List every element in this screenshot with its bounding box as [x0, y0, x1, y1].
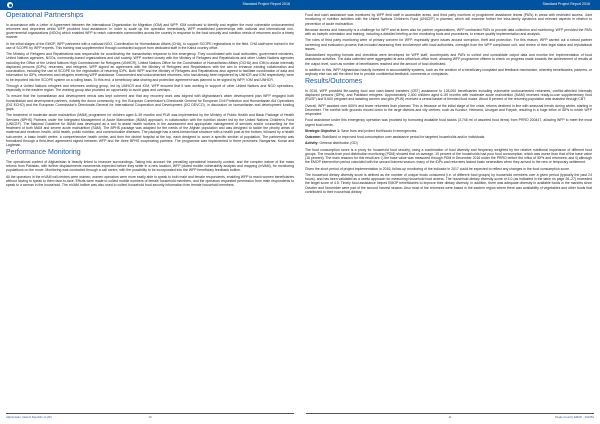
strategic-objective-label: Strategic Objective 1: [305, 128, 341, 133]
paragraph: In addition to this, WFP Afghanistan heavily invested in accountability systems, such as the creation of a beneficiary complaint and feedback mechanism, whereby beneficiaries, partners, or anybody else can call the direct line to provide confidential feedback, comments or complaints. [305, 67, 592, 76]
paragraph: The roles of third party monitoring were of primary concern for WFP, especially given issues around corruption, theft and protection. For this reason, WFP carried out a robust partner screening and evaluation process that included assessing their involvement with local authorities, oversight from the WFP compliance unit, and review of their legal status and reputational issues. [305, 38, 592, 51]
paragraph: In the initial stages of the EMOP, WFP partnered with a national NGO, Coordination for Humanitarian Affairs (CHA), to support SCOPE registrations in the field. CHA staff were trained in the use of SCOPE by WFP experts. This training was supplemented through contracted support from dedicated staff in the Kabul country office. [6, 41, 294, 50]
outcome-label: Outcome: [305, 135, 322, 139]
page-number: 11 [448, 415, 452, 420]
outcome-text: Stabilized or improved food consumption over assistance period for targeted households and/or individuals. [321, 135, 486, 139]
heading-results-outcomes: Results/Outcomes [305, 78, 363, 86]
page-number: 10 [148, 415, 152, 420]
paragraph: The operational context of Afghanistan is heavily linked to insecure surroundings. Taking into account the prevailing operational insecurity context, and the complex nature of the mass returns from Pakistan, with further displacements movements expected before they settle in a new location, WFP piloted mobile vulnerability analysis and mapping (mVAM), for monitoring populations on the move. Monitoring was conducted through a call centre, with the possibility to be incorporated into the WFP beneficiary feedback hotline. [6, 159, 294, 173]
paragraph: The food consumption score is a proxy for household food security, using a combination of food diversity and frequency weighted by the relative nutritional importance of different food groups. The results from post distribution monitoring (PDM) showed that on average, 19 percent of the households had poor food consumption, which was worse than that of the base value (16 percent). The main reasons for this result are: i) the base value was measured through PDM in December 2016 under the PRRO before the influx of IDPs and returnees; and ii) although the EMOP intervention period coincided with the second harvest season, many of the IDPs and returnees lacked basic necessities when they arrived to the new or temporary settlement. [305, 147, 592, 165]
paragraph: In accordance with a Letter of Agreement between the International Organization for Migration (IOM) and WFP, IOM continued to identify and register the most vulnerable undocumented returnees and deportees whilst WFP provided food assistance. In order to scale up the operation immediately, WFP established partnerships with national and international non-governmental organizations (NGOs) which enabled WFP to reach vulnerable communities across the country in response to the food security and nutrition needs of returnees and in a timely manner. [6, 22, 294, 40]
paragraph: The treatment of moderate acute malnutrition (MAM) programme for children aged 6–59 months and PLW was implemented by the Ministry of Public Health and Basic Package of Health Services (BPHS) Partners under the Integrated Management of Acute Malnutrition (IMAM) approach, in collaboration with the nutrition cluster led by the United Nations Children's Fund (UNICEF). The National Guideline for IMAM was developed as a tool to assist health workers in the assessment and appropriate management of services and/or counselling for the treatment of both MAM and severe acute malnutrition (SAM). The BPHS package was adapted for the needs of the Afghan population and was designed to tackle the priority areas of maternal and newborn health, child health, public nutrition, and communicable diseases. The package has a semi-hierarchical structure with a health post at the bottom, followed by a health sub-centre, a basic health centre, a comprehensive health centre, and then the district hospital at the top, each designed to cover a specific section of population. The partnership was formalized through a field-level agreement signed between WFP and the three BPHS cooperating partners. The programme was implemented in three provinces: Nangarhar, Kunar and Laghman. [6, 113, 294, 147]
strategic-objective-text: Save lives and protect livelihoods in emergencies. [340, 128, 418, 133]
paragraph: Given the short period of project implementation in 2016, follow-up monitoring of the indicator in 2017 could be expected to reflect any changes in the food consumption score. [305, 166, 571, 171]
left-footer [6, 413, 294, 420]
wfp-logo-icon [7, 2, 13, 8]
heading-operational-partnerships: Operational Partnerships [6, 12, 84, 19]
footer-project: Single Country EMOP - 201054 [554, 415, 594, 420]
paragraph: Overall, WFP assisted over 600% and fewer returnees than planned. This is because at the initial stage of the crisis, returns declined in line with seasonal trends during winter, starting in December. The conflict both grounds moved down to the large districts and city centres, such as Kunduz, Helmand, Uruzgan and Faryab, resulting in a huge influx of IDPs to which WFP responded. [305, 103, 592, 116]
right-footer [306, 413, 594, 420]
activity-label: Activity: [305, 141, 319, 146]
paragraph: The Ministry of Refugees and Repatriations was responsible for coordinating the humanitarian response to this emergency. They coordinated with local authorities, government ministries, United Nations agencies, NGOs, community-based organizations and civil society. WFP worked closely with the Ministry of Refugees and Repatriations and other United Nations agencies including the Office of the United Nations High Commissioner for Refugees (UNHCR), United Nations Office for the Coordination of Humanitarian Affairs (OCHA) and IOM to assist internally displaced persons (IDPs), returnees, and refugees. WFP signed an agreement with the Ministry of Refugees and Repatriations with the aim to enhance existing collaboration and coordination, including the use of SCOPE for the registration of returning IDPs. Both WFP and the Ministry of Refugees and Repatriations also agreed to facilitate coordination of data and information for IDPs, returnees and refugees receiving WFP assistance. Documented and undocumented returnees, who had already been registered by UNHCR and IOM respectively, were to be imported into the SCOPE system on a rolling basis. To this end, a beneficiary data sharing and protection agreement was planned to be signed by WFP, IOM and UNHCR. [6, 52, 294, 82]
paragraph: Food and cash assistance was monitored by WFP field staff in accessible areas, and third party monitors or programme assistance teams (PATs) in areas with restricted access. Joint monitoring of nutrition activities with the United Nations Children's Fund (UNICEF) is planned, which will examine further the intra-family dynamics and relevant aspects in relation to prevention of acute malnutrition. [305, 13, 592, 26]
heading-performance-monitoring: Performance Monitoring [6, 149, 81, 157]
paragraph: In 2016, WFP provided life-saving food and cash-based transfers (CBT) assistance to 128,000 beneficiaries including vulnerable undocumented returnees, conflict-affected internally displaced persons (IDPs), and Pakistani refugees. Approximately 2,400 children aged 6–59 months with moderate acute malnutrition (MAM) received ready-to-use supplementary food (RUSF) and 5,600 pregnant and lactating women and girls (PLW) received a cereal basket of blended food maize. About 8 percent of the returning population was assisted through CBT. [305, 88, 592, 102]
header-title: Standard Project Report 2016 [542, 1, 590, 6]
right-page [300, 0, 600, 424]
footer-country: Afghanistan, Islamic Republic of (AF) [6, 415, 53, 420]
strategic-objective [305, 129, 592, 133]
left-content [6, 12, 294, 410]
header-bar [300, 0, 600, 10]
right-content [305, 13, 592, 410]
paragraph: The household dietary diversity score is defined as the number of unique foods consumed (i.e. of different food groups) by household members over a given period (typically the past 24 hours), and has been validated as a useful approach for measuring household food access. The household dietary diversity score of 4.0 (as indicated in the table on page 26–27) exceeded the target score of 4.5. Timely food assistance helped EMOP beneficiaries to improve their dietary diversity. In addition, there was adequate diversity in available foods in the markets since October and November were part of the second harvest season. Also most of the returnees were based in the eastern region where there was availability of vegetables and other foods that contributed to their household dietary [305, 172, 592, 194]
paragraph: Food assistance under this emergency operation was provided by borrowing available food stocks (3,746 mt of assorted food items) from PRRO 200447, allowing WFP to meet the most urgent food needs. [305, 118, 592, 127]
paragraph: Standardized reporting formats and checklists were developed for WFP staff, counterparts and PATs to collect and consolidate output data and monitor the implementation of food assistance activities. The data collected were aggregated at area office/sub-office level, allowing WFP programme officers to check on progress made towards the achievement of results at the output level, such as number of beneficiaries reached and the amount of food distributed. [305, 53, 592, 66]
paragraph: Because access and insecurity is a challenge for WFP and at times also for partner organizations, WFP contracted PATs to provide data collection and monitoring. WFP provided the PATs with an indepth orientation and training, including a detailed briefing on the monitoring tools and procedures, to ensure quality implementation and analysis. [305, 27, 592, 36]
header-title: Standard Project Report 2016 [242, 1, 290, 6]
activity-text: General distribution (GD) [318, 141, 358, 146]
outcome [305, 135, 592, 139]
paragraph: Through a United Nations refugees and returnees working group, led by UNHCR and IOM, WFP ensured that it was working in support of other United Nations and NGO operations, especially in the eastern region. The working group also provided an opportunity to avoid gaps and overlaps. [6, 83, 294, 92]
paragraph: All the operators in the mVAM call centres were women; women operators were more easily able to speak to both male and female respondents, enabling WFP to reach women beneficiaries without having to speak to them face-to-face. Efforts were made to collect mobile numbers of female household members, and the operators requested permission from male respondents to speak to a woman in the household. The mVAM hotline was also used to collect household food security information from female household members. [6, 174, 294, 187]
paragraph: To ensure that the humanitarian and development nexus was kept coherent and that any recovery work was aligned with Afghanistan's wider development plan WFP engaged both humanitarian and development partners, notably the donor community, e.g. the European Commission's Directorate-General for European Civil Protection and Humanitarian Aid Operations (DG ECHO) and the European Commission's Directorate-General for International Cooperation and Development (DG DEVCO), in discussion on humanitarian and development funding gaps. [6, 94, 294, 111]
header-bar [0, 0, 300, 10]
activity [305, 141, 592, 145]
